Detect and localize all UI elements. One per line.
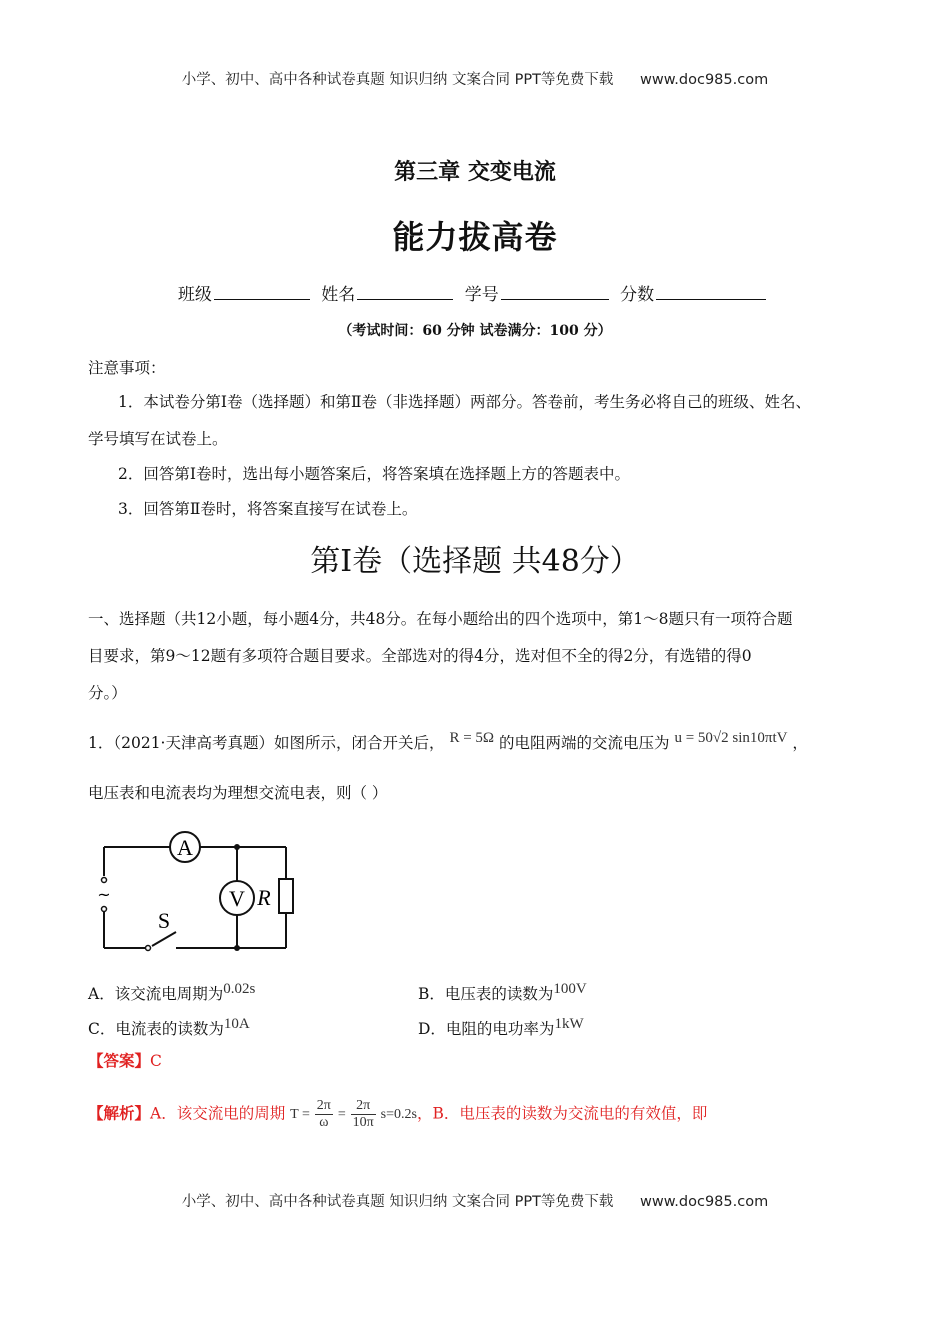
note-item-1: 1．本试卷分第Ⅰ卷（选择题）和第Ⅱ卷（非选择题）两部分。答卷前，考生务必将自己的班级、姓名、	[118, 393, 812, 411]
terminal-bottom-icon	[102, 907, 107, 912]
option-b-value: 100V	[553, 981, 587, 997]
terminal-top-icon	[102, 878, 107, 883]
header-text: 小学、初中、高中各种试卷真题 知识归纳 文案合同 PPT等免费下载	[181, 72, 614, 88]
answer-label: 【答案】	[88, 1051, 151, 1070]
number-blank	[501, 283, 609, 300]
option-c-text: C．电流表的读数为	[88, 1020, 224, 1038]
q1-suffix: ，	[792, 734, 808, 752]
analysis-text-1: A．该交流电的周期	[150, 1104, 286, 1123]
footer-site-link[interactable]: www.doc985.com	[640, 1194, 769, 1210]
equals-sign-text: =	[337, 1106, 346, 1122]
option-d-value: 1kW	[554, 1016, 584, 1032]
question-1-stem	[88, 730, 878, 754]
analysis-text-2: ，B．电压表的读数为交流电的有效值，即	[416, 1104, 708, 1123]
option-d-text: D．电阻的电功率为	[418, 1020, 555, 1038]
footer-text: 小学、初中、高中各种试卷真题 知识归纳 文案合同 PPT等免费下载	[181, 1194, 614, 1210]
exam-time-info: （考试时间：60 分钟 试卷满分：100 分）	[338, 323, 612, 339]
period-symbol-text: T =	[290, 1106, 310, 1122]
option-c-value: 10A	[223, 1016, 250, 1032]
option-c[interactable]	[88, 1017, 250, 1039]
option-a-value: 0.02s	[223, 981, 256, 997]
analysis-label: 【解析】	[88, 1103, 151, 1123]
period-result-text: s=0.2s	[380, 1106, 417, 1122]
option-b[interactable]	[418, 982, 587, 1004]
ac-source-symbol: ~	[97, 885, 111, 904]
notes-heading: 注意事项：	[88, 359, 166, 377]
option-b-text: B．电压表的读数为	[418, 985, 554, 1003]
note-item-2: 2．回答第Ⅰ卷时，选出每小题答案后，将答案填在选择题上方的答题表中。	[118, 465, 630, 483]
name-label: 姓名	[321, 285, 356, 305]
instructions-line-2: 目要求，第9～12题有多项符合题目要求。全部选对的得4分，选对但不全的得2分，有选错的得0	[88, 647, 752, 665]
option-a[interactable]	[88, 982, 255, 1004]
answer-line	[88, 1051, 878, 1071]
circuit-diagram	[96, 826, 301, 956]
q1-mid: 的电阻两端的交流电压为	[499, 734, 670, 752]
score-blank	[656, 283, 766, 300]
instructions-line-3: 分。）	[88, 684, 127, 702]
q1-voltage-expr: u = 50√2 sin10πtV	[674, 730, 788, 746]
switch-contact-icon	[146, 946, 151, 951]
q1-resistance-expr: R = 5Ω	[449, 730, 495, 746]
junction-dot-bottom	[234, 945, 240, 951]
number-label: 学号	[464, 285, 499, 305]
ammeter-label: A	[177, 835, 193, 860]
analysis-line	[88, 1098, 878, 1131]
fraction-1-num: 2π	[316, 1098, 331, 1113]
instructions-line-1: 一、选择题（共12小题，每小题4分，共48分。在每小题给出的四个选项中，第1～8题只有一项符合题	[88, 610, 793, 628]
class-label: 班级	[177, 285, 212, 305]
resistor-label: R	[257, 885, 271, 910]
question-1-line-2: 电压表和电流表均为理想交流电表，则（ ）	[88, 784, 388, 802]
page-footer	[0, 1190, 950, 1211]
chapter-title: 第三章 交变电流	[394, 160, 556, 185]
period-symbol	[290, 1107, 310, 1123]
note-item-3: 3．回答第Ⅱ卷时，将答案直接写在试卷上。	[118, 500, 418, 518]
page-title: 能力拔高卷	[392, 218, 558, 256]
note-item-1-cont: 学号填写在试卷上。	[88, 430, 228, 448]
fraction-2-den: 10π	[352, 1115, 374, 1130]
fraction-2pi-over-10pi	[351, 1098, 376, 1131]
q1-prefix: 1．（2021·天津高考真题）如图所示，闭合开关后，	[88, 734, 445, 752]
fraction-1-den: ω	[319, 1115, 329, 1130]
option-a-text: A．该交流电周期为	[88, 985, 224, 1003]
student-info-line	[0, 280, 950, 305]
fraction-2-num: 2π	[351, 1098, 376, 1115]
section-title: 第Ⅰ卷（选择题 共48分）	[310, 544, 640, 579]
fraction-2pi-over-omega	[315, 1098, 333, 1131]
equals-sign	[338, 1107, 346, 1123]
answer-value: C	[150, 1052, 162, 1070]
voltmeter-label: V	[229, 886, 245, 911]
junction-dot-top	[234, 844, 240, 850]
resistor-icon	[279, 879, 293, 913]
score-label: 分数	[620, 285, 655, 305]
period-result	[381, 1107, 417, 1123]
header-site-link[interactable]: www.doc985.com	[640, 72, 769, 88]
option-d[interactable]	[418, 1017, 584, 1039]
switch-label: S	[157, 908, 171, 933]
page-header	[0, 68, 950, 89]
name-blank	[357, 283, 453, 300]
class-blank	[214, 283, 310, 300]
